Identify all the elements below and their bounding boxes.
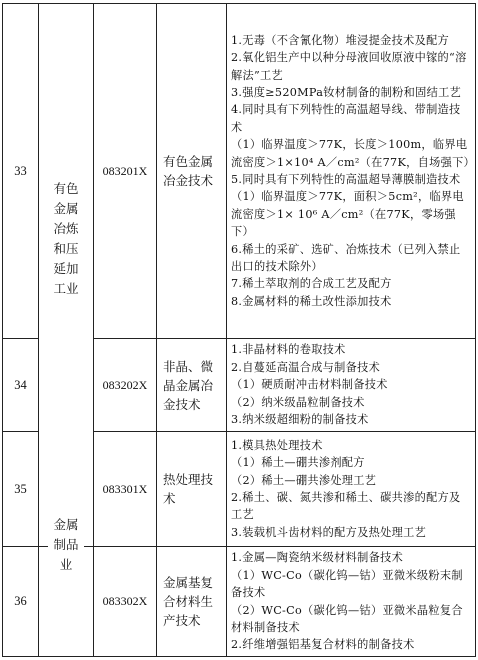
row-number: 33	[3, 4, 39, 339]
item-line: 1.非晶材料的卷取技术	[231, 343, 346, 357]
item-line: 2.纤维增强铝基复合材料的制备技术	[231, 638, 415, 652]
item-line: （2）WC-Co（碳化钨—钴）亚微米晶粒复合材料制备技术	[231, 603, 463, 634]
tech-items	[227, 4, 476, 339]
tech-name: 有色金属冶金技术	[157, 4, 227, 339]
tech-code: 083302X	[94, 547, 157, 657]
item-line: （1）临界温度＞77K，面积＞5cm²，临界电流密度＞1× 10⁶ A／cm²（在77K，零场强下）	[231, 190, 464, 239]
tech-items	[227, 547, 476, 657]
item-line: （1）WC-Co（碳化钨—钴）亚微米级粉末制备技术	[231, 568, 463, 600]
industry-category	[39, 517, 94, 657]
item-line: 6.稀土的采矿、选矿、冶炼技术（已列入禁止出口的技术除外）	[231, 242, 461, 274]
item-line: （2）稀土—硼共渗处理工艺	[231, 473, 377, 487]
technology-table	[2, 3, 476, 657]
item-line: 1.模具热处理技术	[231, 438, 323, 452]
item-line: 3.纳米级超细粉的制备技术	[231, 413, 369, 427]
table-row	[3, 547, 476, 657]
item-line: 8.金属材料的稀土改性添加技术	[231, 294, 392, 308]
item-line: （1）稀土—硼共渗剂配方	[231, 456, 365, 470]
item-line: （2）纳米级晶粒制备技术	[231, 395, 365, 409]
tech-items	[227, 432, 476, 547]
tech-code: 083202X	[94, 339, 157, 432]
industry-category	[39, 4, 94, 547]
item-line: 5.同时具有下列特性的高温超导薄膜制造技术	[231, 173, 461, 186]
tech-name: 热处理技术	[157, 432, 227, 547]
tech-items	[227, 339, 476, 432]
tech-name: 金属基复合材料生产技术	[157, 547, 227, 657]
tech-name: 非晶、微晶金属冶金技术	[157, 339, 227, 432]
item-line: 2.稀土、碳、氮共渗和稀土、碳共渗的配方及工艺	[231, 491, 461, 522]
item-line: 3.装载机斗齿材料的配方及热处理工艺	[231, 525, 427, 539]
tech-code: 083301X	[94, 432, 157, 547]
item-line: 2.氧化铝生产中以种分母液回收原液中镓的“溶解法”工艺	[231, 51, 467, 82]
tech-code: 083201X	[94, 4, 157, 339]
row-number: 35	[3, 432, 39, 547]
row-number: 36	[3, 547, 39, 657]
item-line: 1.无毒（不含氰化物）堆浸提金技术及配方	[231, 33, 450, 47]
item-line: 1.金属—陶瓷纳米级材料制备技术	[231, 551, 404, 565]
item-line: （1）硬质耐冲击材料制备技术	[231, 378, 388, 392]
item-line: 7.稀土萃取剂的合成工艺及配方	[231, 277, 392, 291]
industry-category-label: 金属制品业	[48, 515, 84, 575]
item-line: 3.强度≥520MPa钕材制备的制粉和固结工艺	[231, 85, 462, 99]
table-row	[3, 4, 476, 339]
row-number: 34	[3, 339, 39, 432]
industry-category-label: 有色金属冶炼和压延加工业	[53, 181, 79, 296]
item-line: （1）临界温度＞77K，长度＞100m，临界电流密度＞1×10⁴ A／cm²（在77K，自场强下）	[231, 138, 476, 169]
item-line: 2.自蔓延高温合成与制备技术	[231, 360, 381, 374]
item-line: 4.同时具有下列特性的高温超导线、带制造技术	[231, 103, 461, 134]
